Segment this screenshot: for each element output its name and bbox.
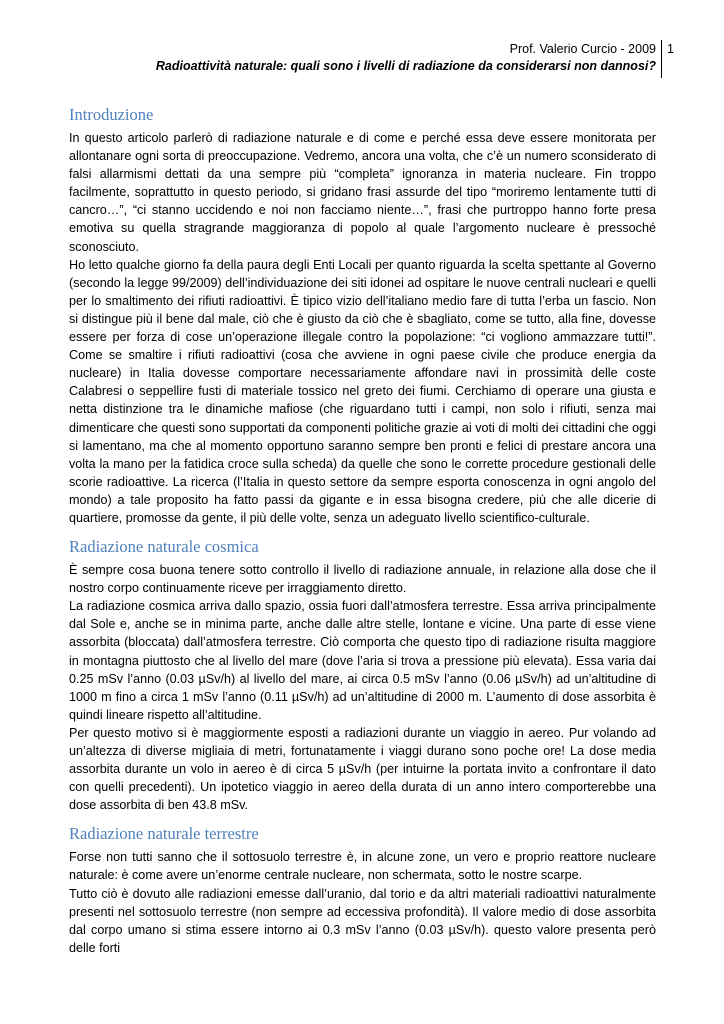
paragraph: La radiazione cosmica arriva dallo spazio, ossia fuori dall’atmosfera terrestre. Essa arriva principalmente dal Sole e, anche se in minima parte, anche dalle altre stelle, lontane e vicine. Una parte di esse viene assorbita (bloccata) dall’atmosfera terrestre. Ciò comporta che questo tipo di radiazione risulta maggiore in montagna piuttosto che al livello del mare (dove l’aria si trova a pressione più elevata). Essa varia dai 0.25 mSv l’anno (0.03 µSv/h) al livello del mare, ai circa 0.5 mSv l’anno (0.06 µSv/h) ad un’altitudine di 1000 m fino a circa 1 mSv l’anno (0.11 µSv/h) ad un’altitudine di 2000 m. L’aumento di dose assorbita è quindi lineare rispetto all’altitudine. bbox=[69, 599, 656, 722]
paragraph: Forse non tutti sanno che il sottosuolo terrestre è, in alcune zone, un vero e proprio reattore nucleare naturale: è come avere un’enorme centrale nucleare, non schermata, sotto le nostre scarpe. bbox=[69, 850, 656, 883]
header-subtitle: Radioattività naturale: quali sono i livelli di radiazione da considerarsi non dannosi? bbox=[155, 59, 656, 73]
section-heading: Radiazione naturale terrestre bbox=[69, 824, 259, 844]
page-number: 1 bbox=[667, 42, 674, 56]
paragraph: Tutto ciò è dovuto alle radiazioni emesse dall’uranio, dal torio e da altri materiali radioattivi naturalmente presenti nel sottosuolo terrestre (non sempre ad eccessiva profondità). Il valore medio di dose assorbita dal corpo umano si stima essere intorno ai 0.3 mSv l’anno (0.03 µSv/h). questo valore presenta però delle forti bbox=[69, 886, 656, 955]
section-heading: Radiazione naturale cosmica bbox=[69, 537, 259, 557]
section-heading: Introduzione bbox=[69, 105, 154, 124]
section-radiazione-terrestre bbox=[69, 823, 656, 957]
section-introduzione bbox=[69, 104, 656, 527]
document-body bbox=[69, 104, 656, 966]
paragraph: È sempre cosa buona tenere sotto controllo il livello di radiazione annuale, in relazione alla dose che il nostro corpo continuamente riceve per irraggiamento diretto. bbox=[69, 563, 656, 596]
paragraph: In questo articolo parlerò di radiazione naturale e di come e perché essa deve essere monitorata per allontanare ogni sorta di preoccupazione. Vedremo, ancora una volta, che c’è un numero sconsiderato di falsi allarmismi dettati da una sempre più “completa” ignoranza in materia nucleare. Fin troppo facilmente, soprattutto in questo periodo, si gridano frasi assurde del tipo “moriremo lentamente tutti di cancro…”, “ci stanno uccidendo e noi non facciamo niente…”, frasi che purtroppo hanno forte presa emotiva su quella stragrande maggioranza di popolo al quale l’argomento nucleare è pressoché sconosciuto. bbox=[69, 131, 656, 254]
page-header bbox=[60, 41, 656, 75]
header-author: Prof. Valerio Curcio - 2009 bbox=[509, 42, 656, 56]
paragraph: Per questo motivo si è maggiormente esposti a radiazioni durante un viaggio in aereo. Pur volando ad un’altezza di diverse migliaia di metri, fortunatamente i viaggi durano sono poche ore! La dose media assorbita durante un volo in aereo è di circa 5 µSv/h (per intuirne la portata invito a confrontare il dato con quelli precedenti). Un ipotetico viaggio in aereo della durata di un anno intero comporterebbe una dose assorbita di ben 43.8 mSv. bbox=[69, 725, 656, 813]
paragraph: Ho letto qualche giorno fa della paura degli Enti Locali per quanto riguarda la scelta spettante al Governo (secondo la legge 99/2009) dell’individuazione dei siti idonei ad ospitare le nuove centrali nucleari e quelli per lo smaltimento dei rifiuti radioattivi. È tipico vizio dell’italiano medio fare di tutta l’erba un fascio. Non si distingue più il bene dal male, ciò che è giusto da ciò che è sbagliato, come se tutto, alla fine, dovesse essere per forza di cose un’operazione illegale contro la popolazione: “ci vogliono ammazzare tutti!”. Come se smaltire i rifiuti radioattivi (cosa che avviene in ogni paese civile che produce energia da nucleare) in Italia dovesse comportare necessariamente affondare navi in prossimità delle coste Calabresi o seppellire fusti di materiale tossico nel greto dei fiumi. Cerchiamo di operare una giusta e netta distinzione tra le dinamiche mafiose (che riguardano tutti i campi, non solo i rifiuti, senza mai dimenticare che questi sono supportati da componenti politiche grazie ai voti di molti dei cittadini che oggi si lamentano, ma che al momento opportuno saranno sempre ben pronti e felici di prestare ancora una volta la mano per la fatidica croce sulla scheda) da quelle che sono le corrette procedure gestionali delle scorie radioattive. La ricerca (l’Italia in questo settore da sempre esporta conoscenza in ogni angolo del mondo) a tale proposito ha fatto passi da gigante e in essa bisogna credere, più che alle dicerie di quartiere, promosse da gente, il più delle volte, senza un adeguato livello scientifico-culturale. bbox=[69, 257, 656, 525]
header-divider bbox=[661, 40, 662, 78]
section-radiazione-cosmica bbox=[69, 536, 656, 814]
